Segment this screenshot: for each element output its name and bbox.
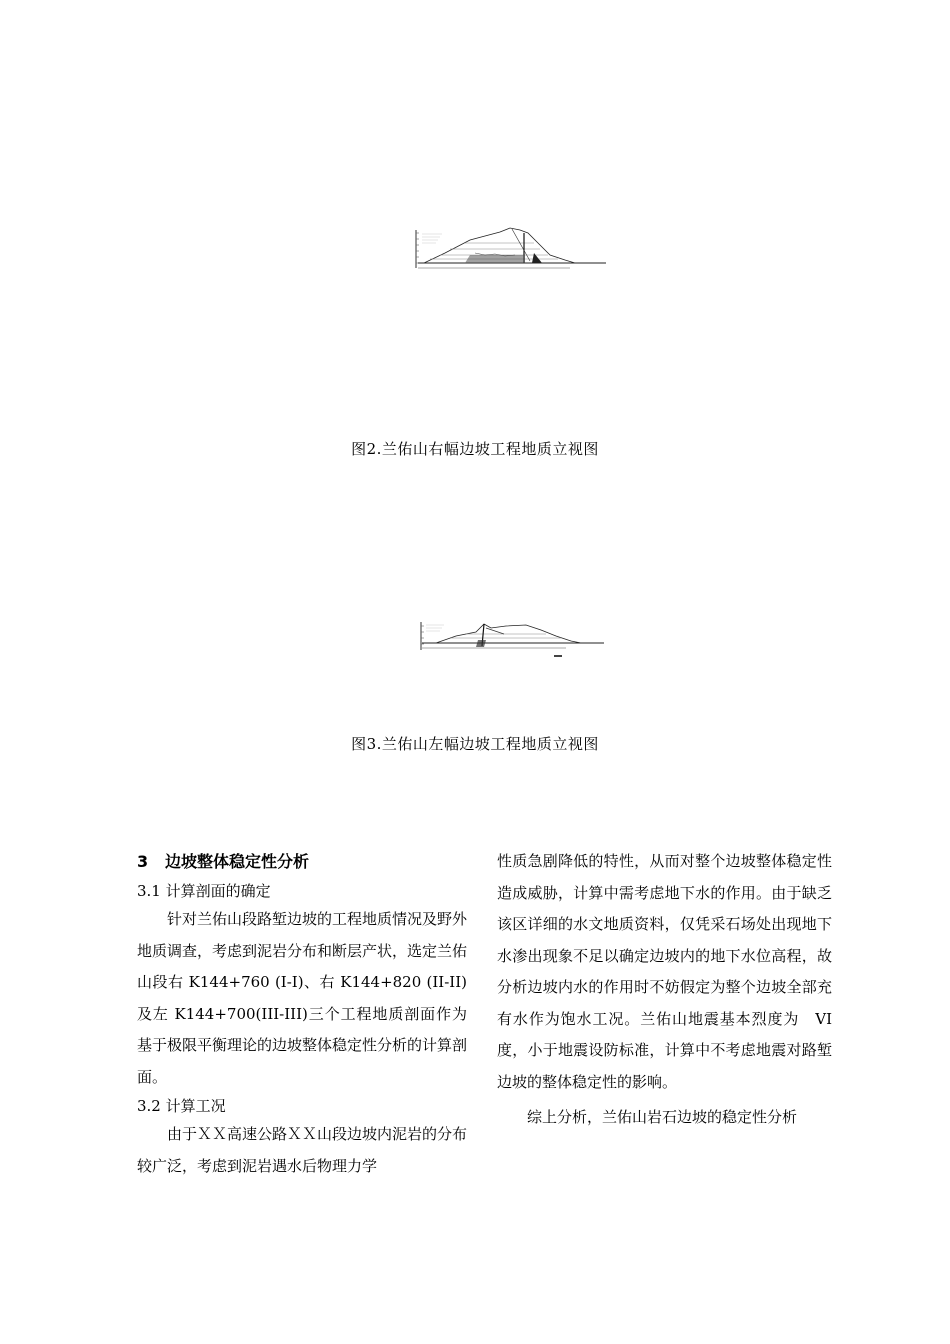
left-column bbox=[137, 846, 467, 1182]
section-heading bbox=[137, 846, 467, 878]
subsection-3-2-paragraph-continued: 性质急剧降低的特性，从而对整个边坡整体稳定性造成威胁，计算中需考虑地下水的作用。由于缺乏该区详细的水文地质资料，仅凭采石场处出现地下水渗出现象不足以确定边坡内的地下水位高程，故分析边坡内水的作用时不妨假定为整个边坡全部充有水作为饱水工况。兰佑山地震基本烈度为 VI 度，小于地震设防标准，计算中不考虑地震对路堑边坡的整体稳定性的影响。 bbox=[497, 852, 832, 1091]
subsection-3-1-heading: 3.1 计算剖面的确定 bbox=[137, 882, 271, 900]
summary-paragraph: 综上分析，兰佑山岩石边坡的稳定性分析 bbox=[527, 1108, 798, 1126]
figure-3-geological-elevation bbox=[416, 618, 608, 663]
section-number: 3 bbox=[137, 852, 149, 871]
subsection-3-2-heading: 3.2 计算工况 bbox=[137, 1097, 226, 1115]
subsection-3-1-paragraph: 针对兰佑山段路堑边坡的工程地质情况及野外地质调查，考虑到泥岩分布和断层产状，选定兰佑山段右 K144+760 (I-I)、右 K144+820 (II-II)及左 K144+700(III-III)三个工程地质剖面作为基于极限平衡理论的边坡整体稳定性分析的计算剖面。 bbox=[137, 910, 468, 1086]
right-column bbox=[497, 846, 832, 1134]
figure-2-geological-elevation bbox=[410, 225, 610, 270]
figure-3-caption: 图3.兰佑山左幅边坡工程地质立视图 bbox=[351, 735, 599, 753]
figure-2-caption: 图2.兰佑山右幅边坡工程地质立视图 bbox=[351, 440, 599, 458]
subsection-3-2-paragraph-start: 由于ＸＸ高速公路ＸＸ山段边坡内泥岩的分布较广泛，考虑到泥岩遇水后物理力学 bbox=[137, 1125, 468, 1175]
section-title: 边坡整体稳定性分析 bbox=[165, 852, 310, 871]
